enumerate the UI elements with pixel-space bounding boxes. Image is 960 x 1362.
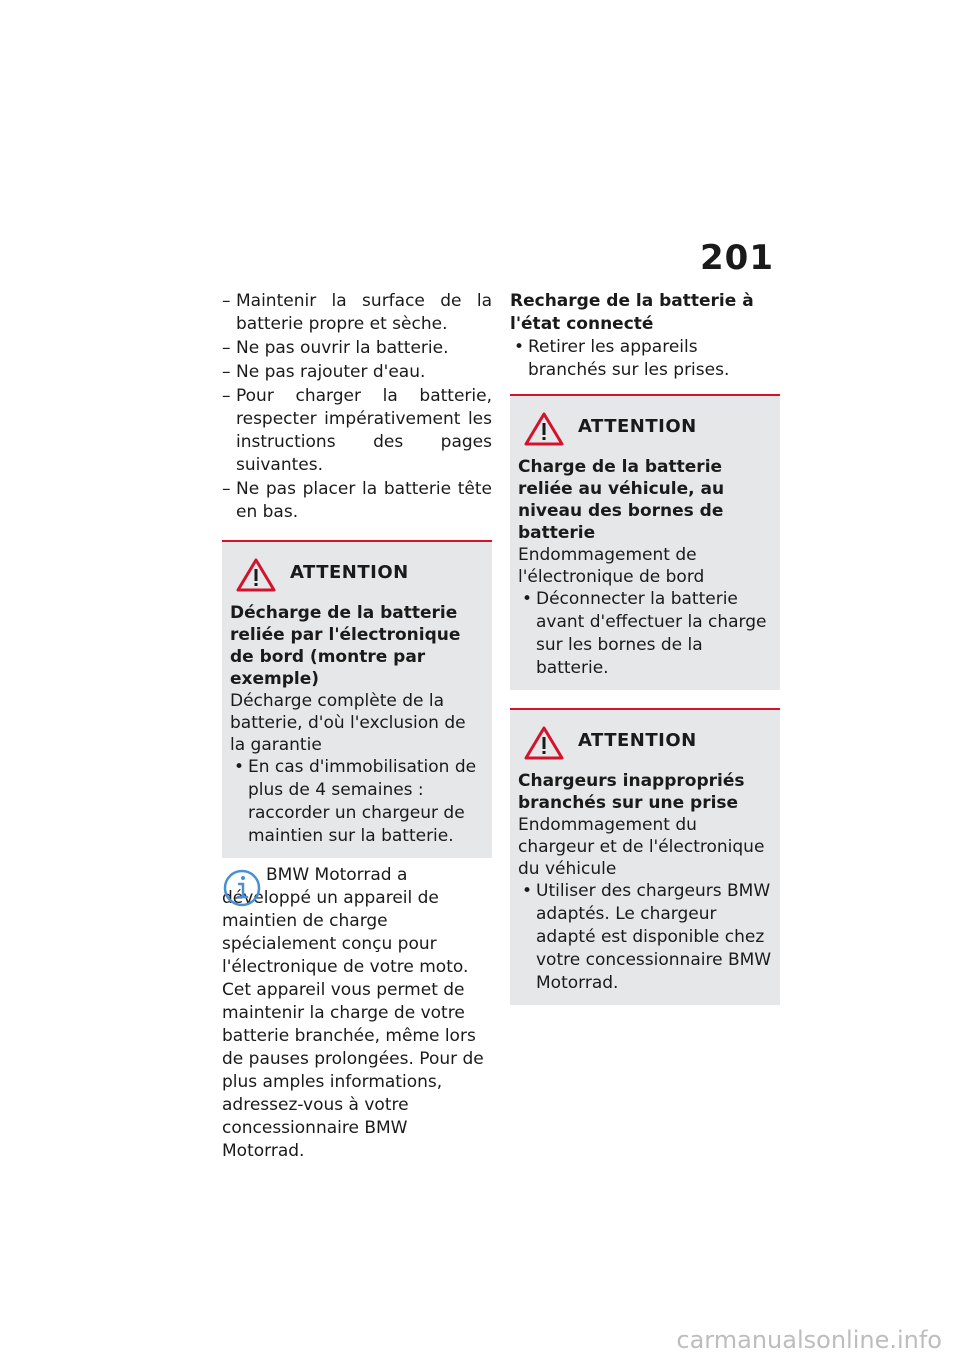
warning-bullets [230,756,484,848]
warning-title: ATTENTION [290,561,409,583]
list-item: • Retirer les appareils branchés sur les prises. [510,336,780,382]
warning-title: ATTENTION [578,415,697,437]
warning-triangle-icon [524,726,564,760]
list-item: • En cas d'immobilisation de plus de 4 semaines : raccorder un chargeur de maintien sur la batterie. [230,756,484,848]
warning-title: ATTENTION [578,729,697,751]
left-column [222,290,492,1163]
list-item: – Ne pas rajouter d'eau. [222,361,492,384]
warning-header [230,558,484,592]
list-item: • Déconnecter la batterie avant d'effectuer la charge sur les bornes de la batterie. [518,588,772,680]
section-bullets [510,336,780,382]
warning-header [518,412,772,446]
warning-subtitle: Décharge de la batterie reliée par l'électronique de bord (montre par exemple) [230,603,461,689]
warning-header [518,726,772,760]
warning-bullets [518,588,772,680]
warning-text: Endommagement du chargeur et de l'électronique du véhicule [518,815,765,879]
warning-box-connected-charge [510,394,780,690]
page-number: 201 [700,238,774,278]
warning-text: Endommagement de l'électronique de bord [518,545,705,587]
list-item: – Ne pas placer la batterie tête en bas. [222,478,492,524]
warning-subtitle: Chargeurs inappropriés branchés sur une prise [518,771,745,813]
watermark: carmanualsonline.info [676,1326,942,1354]
right-column [510,290,780,1005]
maintenance-dash-list [222,290,492,524]
section-title: Recharge de la batterie à l'état connecté [510,291,754,334]
warning-subtitle: Charge de la batterie reliée au véhicule, au niveau des bornes de batterie [518,457,725,543]
list-item: – Maintenir la surface de la batterie propre et sèche. [222,290,492,336]
info-icon [222,868,262,908]
warning-triangle-icon [524,412,564,446]
list-item: – Pour charger la batterie, respecter impérativement les instructions des pages suivantes. [222,385,492,477]
warning-box-inappropriate-chargers [510,708,780,1005]
warning-triangle-icon [236,558,276,592]
list-item: • Utiliser des chargeurs BMW adaptés. Le chargeur adapté est disponible chez votre concessionnaire BMW Motorrad. [518,880,772,995]
warning-bullets [518,880,772,995]
warning-box-discharge [222,540,492,858]
warning-text: Décharge complète de la batterie, d'où l'exclusion de la garantie [230,691,466,755]
info-note [222,864,492,1163]
info-text: BMW Motorrad a développé un appareil de maintien de charge spécialement conçu pour l'électronique de votre moto. Cet appareil vous permet de maintenir la charge de votre batterie branchée, même lors de pauses prolongées. Pour de plus amples informations, adressez-vous à votre concessionnaire BMW Motorrad. [222,865,484,1161]
list-item: – Ne pas ouvrir la batterie. [222,337,492,360]
